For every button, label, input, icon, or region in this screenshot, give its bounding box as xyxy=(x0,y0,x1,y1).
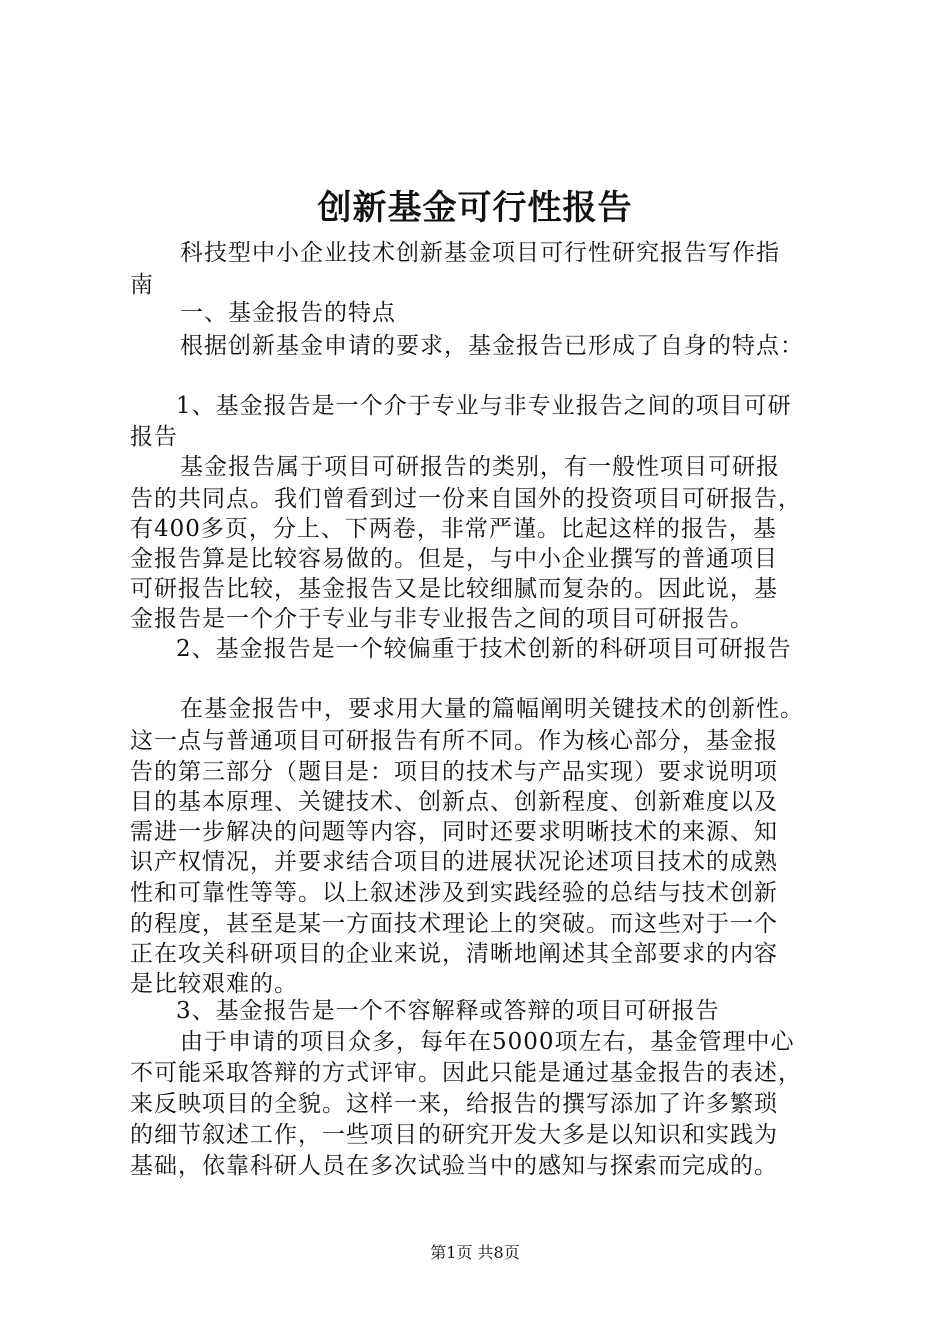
paragraph-line: 有400多页，分上、下两卷，非常严谨。比起这样的报告，基 xyxy=(130,516,777,542)
paragraph-line: 金报告是一个介于专业与非专业报告之间的项目可研报告。 xyxy=(130,606,754,632)
paragraph-line: 由于申请的项目众多，每年在5000项左右，基金管理中心 xyxy=(180,1029,795,1055)
subsection-heading: 报告 xyxy=(130,424,178,450)
paragraph-line: 基础，依靠科研人员在多次试验当中的感知与探索而完成的。 xyxy=(130,1153,778,1179)
paragraph-line: 来反映项目的全貌。这样一来，给报告的撰写添加了许多繁琐 xyxy=(130,1091,778,1117)
paragraph-line: 正在攻关科研项目的企业来说，清晰地阐述其全部要求的内容 xyxy=(130,941,778,967)
subsection-heading: 2、基金报告是一个较偏重于技术创新的科研项目可研报告 xyxy=(176,636,792,662)
document-title: 创新基金可行性报告 xyxy=(317,188,633,228)
subsection-heading: 3、基金报告是一个不容解释或答辩的项目可研报告 xyxy=(176,998,720,1024)
paragraph-line: 的细节叙述工作，一些项目的研究开发大多是以知识和实践为 xyxy=(130,1122,778,1148)
paragraph-line: 这一点与普通项目可研报告有所不同。作为核心部分，基金报 xyxy=(130,728,778,754)
paragraph-line: 是比较艰难的。 xyxy=(130,971,298,997)
paragraph-line: 基金报告属于项目可研报告的类别，有一般性项目可研报 xyxy=(180,454,780,480)
paragraph-line: 根据创新基金申请的要求，基金报告已形成了自身的特点： xyxy=(180,333,804,359)
section-heading: 一、基金报告的特点 xyxy=(180,300,396,326)
paragraph-line: 不可能采取答辩的方式评审。因此只能是通过基金报告的表述， xyxy=(130,1060,802,1086)
paragraph-line: 需进一步解决的问题等内容，同时还要求明晰技术的来源、知 xyxy=(130,819,778,845)
paragraph-line: 在基金报告中，要求用大量的篇幅阐明关键技术的创新性。 xyxy=(180,696,804,722)
paragraph-line: 目的基本原理、关键技术、创新点、创新程度、创新难度以及 xyxy=(130,789,778,815)
paragraph-line: 金报告算是比较容易做的。但是，与中小企业撰写的普通项目 xyxy=(130,546,778,572)
paragraph-line: 告的第三部分（题目是：项目的技术与产品实现）要求说明项 xyxy=(130,759,778,785)
paragraph-line: 的程度，甚至是某一方面技术理论上的突破。而这些对于一个 xyxy=(130,911,778,937)
paragraph-line: 南 xyxy=(130,272,154,298)
paragraph-line: 识产权情况，并要求结合项目的进展状况论述项目技术的成熟 xyxy=(130,849,778,875)
paragraph-line: 科技型中小企业技术创新基金项目可行性研究报告写作指 xyxy=(180,240,780,266)
paragraph-line: 性和可靠性等等。以上叙述涉及到实践经验的总结与技术创新 xyxy=(130,880,778,906)
paragraph-line: 可研报告比较，基金报告又是比较细腻而复杂的。因此说，基 xyxy=(130,576,778,602)
paragraph-line: 告的共同点。我们曾看到过一份来自国外的投资项目可研报告， xyxy=(130,486,802,512)
page-number: 第1页 共8页 xyxy=(430,1243,520,1262)
subsection-heading: 1、基金报告是一个介于专业与非专业报告之间的项目可研 xyxy=(176,393,792,419)
